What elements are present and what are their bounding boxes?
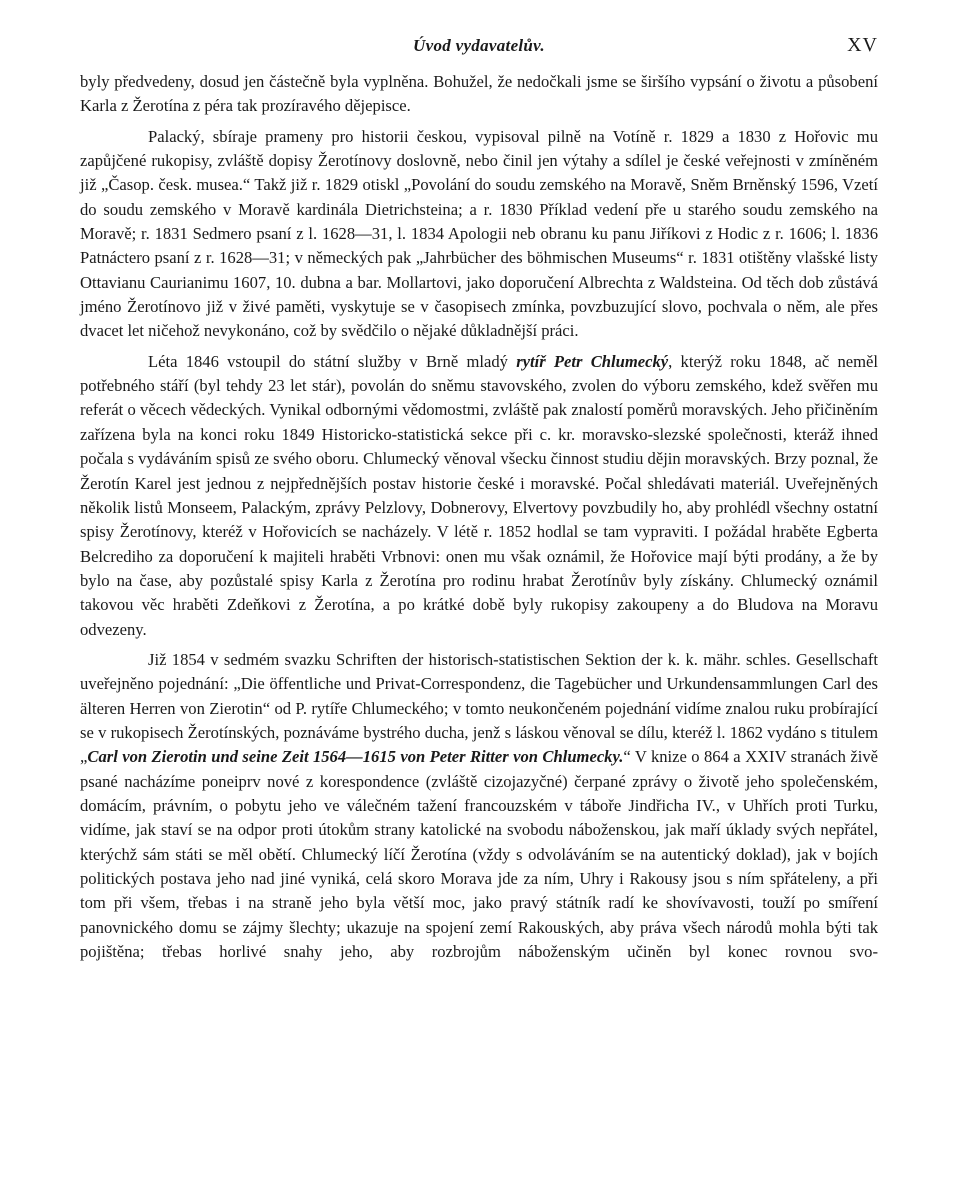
running-title: Úvod vydavatelův. [413, 36, 545, 55]
running-head [80, 36, 878, 70]
document-page [80, 36, 878, 970]
page-number: XV [847, 34, 878, 56]
paragraph-3-text-end: , kterýž roku 1848, ač neměl potřebného stáří (byl tehdy 23 let stár), povolán do sněmu stavovského, zvolen do výboru zemského, kdež svěřen mu referát o věcech vědeckých. Vynikal odbornými vědomostmi, zvláště pak znalostí poměrů moravských. Jeho přičiněním zařízena byla na konci roku 1849 Historicko-statistická sekce při c. kr. moravsko-slezské společnosti, kteráž ihned počala s vydáváním spisů ze svého oboru. Chlumecký věnoval všecku činnost studiu dějin moravských. Brzy poznal, že Žerotín Karel jest jednou z nejpřednějších postav historie české i moravské. Počal shledávati materiál. Uveřejněných několik listů Monseem, Palackým, zprávy Pelzlovy, Dobnerovy, Elvertovy povzbudily ho, aby prohlédl všechny ostatní spisy Žerotínovy, kteréž v Hořovicích se nacházely. V létě r. 1852 hodlal se tam vypraviti. I požádal hraběte Egberta Belcrediho za doporučení k majiteli hraběti Vrbnovi: onen mu však oznámil, že Hořovice mají býti prodány, a že by bylo na čase, aby pozůstalé spisy Karla z Žerotína pro rodinu hrabat Žerotínův byly získány. Chlumecký oznámil takovou věc hraběti Zdeňkovi z Žerotína, a po krátké době byly rukopisy zakoupeny a do Bludova na Moravu odvezeny. [80, 351, 878, 639]
body-text [80, 70, 878, 964]
paragraph-1: byly předvedeny, dosud jen částečně byla vyplněna. Bohužel, že nedočkali jsme se širšího vypsání o životu a působení Karla z Žerotína z péra tak prozíravého dějepisce. [80, 72, 878, 116]
paragraph-3-italic-name: rytíř Petr Chlumecký [516, 351, 669, 371]
paragraph-4 [80, 648, 878, 964]
paragraph-3 [80, 350, 878, 642]
paragraph-4-text-start: Již 1854 v sedmém svazku Schriften der historisch-statistischen Sektion der k. k. mähr. schles. Gesellschaft uveřejněno pojednání: „Die öffentliche und Privat-Correspondenz, die Tagebücher und Urkundensammlungen Carl des älteren Herren von Zierotin“ od P. rytíře Chlumeckého; v tomto neukončeném pojednání vidíme znalou ruku probírající se v rukopisech Žerotínských, poznáváme bystrého ducha, jenž s láskou věnoval se dílu, kteréž l. 1862 vydáno s titulem „ [80, 649, 878, 767]
paragraph-3-text-start: Léta 1846 vstoupil do státní služby v Brně mladý [148, 351, 517, 371]
paragraph-4-italic-book-title: Carl von Zierotin und seine Zeit 1564—1615 von Peter Ritter von Chlumecky. [87, 747, 624, 767]
paragraph-4-text-end: “ V knize o 864 a XXIV stranách živě psané nacházíme poneiprv nové z korespondence (zvláště cizojazyčné) čerpané zprávy o životě jeho společenském, domácím, právním, o pobytu jeho ve válečném tažení francouzském v táboře Jindřicha IV., v Uhřích proti Turku, vidíme, jak staví se na odpor proti útokům strany katolické na svobodu náboženskou, jak maří úklady svých nepřátel, kterýchž sám státi se měl obětí. Chlumecký líčí Žerotína (vždy s odvoláváním se na autentický doklad), jak v bojích politických postava jeho nad jiné vyniká, celá skoro Morava jde za ním, Uhry i Rakousy jsou s ním spřáteleny, a při tom při všem, třebas i na straně jeho byla větší moc, jako pravý státník radí ke shovívavosti, touží po smíření panovnického domu se zájmy šlechty; ukazuje na spojení zemí Rakouských, aby práva všech národů mohla býti tak pojištěna; třebas horlivé snahy jeho, aby rozbrojům náboženským učiněn byl konec rovnou svo- [80, 747, 878, 962]
paragraph-2: Palacký, sbíraje prameny pro historii českou, vypisoval pilně na Votíně r. 1829 a 1830 z Hořovic mu zapůjčené rukopisy, zvláště dopisy Žerotínovy doslovně, nebo činil jen výtahy a sdílel je české veřejnosti v zmíněném již „Časop. česk. musea.“ Takž již r. 1829 otiskl „Povolání do soudu zemského na Moravě, Sněm Brněnský 1596, Vzetí do soudu zemského v Moravě kardinála Dietrichsteina; a r. 1830 Příklad vedení pře u starého soudu zemského na Moravě; r. 1831 Sedmero psaní z l. 1628—31, l. 1834 Apologii neb obranu ku panu Jiříkovi z Hodic z r. 1606; l. 1836 Patnáctero psaní z r. 1628—31; v německých pak „Jahrbücher des böhmischen Museums“ r. 1831 otištěny vlašské listy Ottavianu Caurianimu 1607, 10. dubna a bar. Mollartovi, jako doporučení Albrechta z Waldsteina. Od těch dob zůstává jméno Žerotínovo již v živé paměti, vyskytuje se v časopisech zmínka, povzbuzující slovo, pochvala o něm, ale přes dvacet let ničehož nevykonáno, což by svědčilo o nějaké důkladnější práci. [80, 126, 878, 341]
